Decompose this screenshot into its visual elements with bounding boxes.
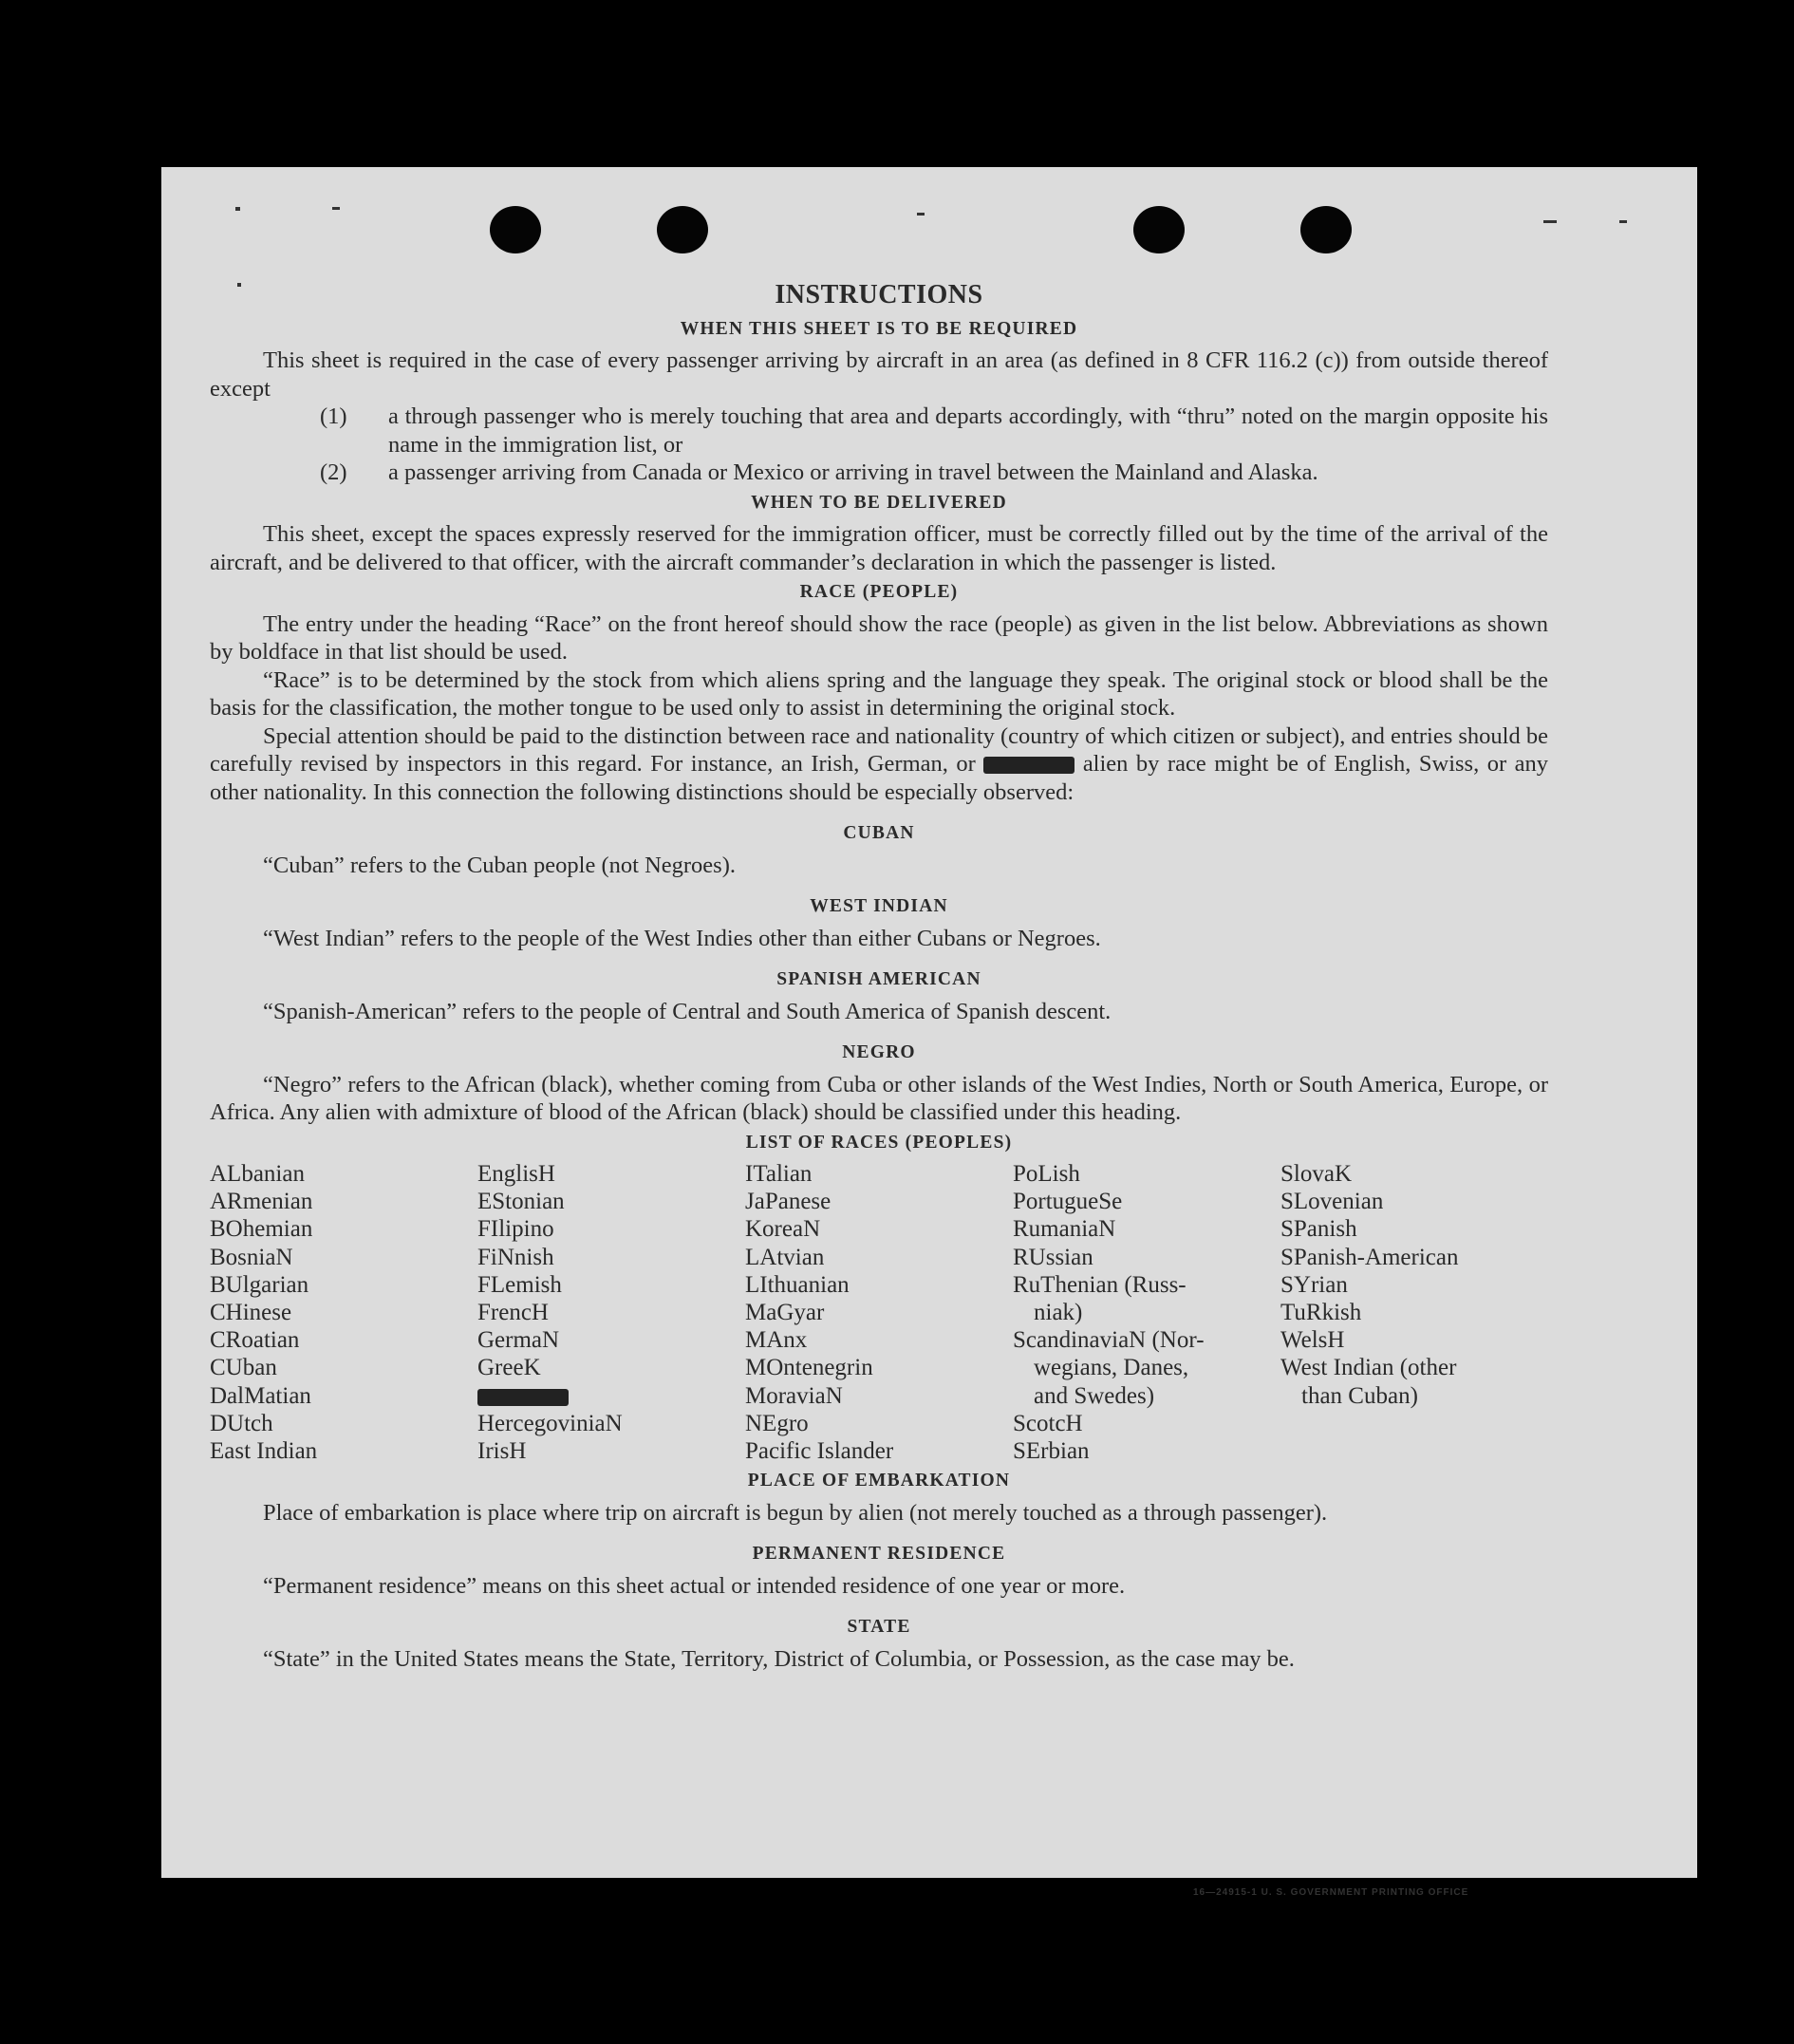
printing-office-footer: 16—24915-1 U. S. GOVERNMENT PRINTING OFFICE [1193,1887,1469,1898]
race-entry-continuation: niak) [1034,1300,1083,1326]
west-indian-text: “West Indian” refers to the people of the West Indies other than either Cubans or Negroes. [263,925,1101,951]
race-entry: ARmenian [210,1189,313,1215]
punch-hole [657,206,708,253]
required-intro: This sheet is required in the case of every passenger arriving by aircraft in an area (as defined in 8 CFR 116.2 (c)) from outside thereof except [210,347,1548,402]
punch-hole [1300,206,1352,253]
race-entry: BosniaN [210,1244,293,1270]
race-entry: WelsH [1280,1327,1345,1354]
race-entry: CUban [210,1355,277,1381]
cuban-text: “Cuban” refers to the Cuban people (not Negroes). [263,852,736,878]
exception-text: a through passenger who is merely touching that area and departs accordingly, with “thru” noted on the margin opposite his name in the immigration list, or [388,403,1548,458]
race-entry: West Indian (other [1280,1355,1457,1381]
speck [917,213,925,216]
speck [235,207,240,211]
race-entry: DUtch [210,1410,273,1436]
race-entry: CHinese [210,1300,292,1326]
race-entry: ITalian [745,1161,813,1187]
speck [332,207,340,210]
race-entry: JaPanese [745,1189,832,1215]
race-entry: MOntenegrin [745,1355,873,1381]
exception-item [210,403,1548,459]
race-entry: HercegoviniaN [477,1410,623,1436]
race-entry: FrencH [477,1300,549,1326]
race-entry: Pacific Islander [745,1438,894,1465]
race-entry: SPanish [1280,1216,1357,1243]
race-entry: PoLish [1013,1161,1080,1187]
race-entry: LAtvian [745,1244,825,1270]
negro-text: “Negro” refers to the African (black), whether coming from Cuba or other islands of the West Indies, North or South America, Europe, or Africa. Any alien with admixture of blood of the African (black) should be classified under this heading. [210,1071,1548,1125]
race-entry-continuation: than Cuban) [1301,1382,1418,1409]
race-entry: MoraviaN [745,1382,843,1409]
section-heading-embarkation: PLACE OF EMBARKATION [747,1471,1011,1491]
section-heading-residence: PERMANENT RESIDENCE [752,1544,1006,1565]
race-entry: TuRkish [1280,1300,1362,1326]
race-entry-continuation: wegians, Danes, [1034,1355,1189,1381]
races-column [745,1160,1013,1465]
speck [1619,220,1627,223]
race-paragraph-3-start: Special attention should be paid to the distinction between race and nationality (country of which citizen or subject), and entries should be carefully revised by inspectors in this regard. For instance, an Irish, German, or [210,722,1548,777]
redaction-mark [477,1389,569,1406]
race-entry: RumaniaN [1013,1216,1116,1243]
race-entry: ScotcH [1013,1410,1083,1436]
section-heading-state: STATE [847,1617,911,1638]
race-entry: BUlgarian [210,1271,309,1298]
punch-hole [490,206,541,253]
races-column [1280,1160,1548,1465]
race-entry: SYrian [1280,1271,1348,1298]
exception-number: (1) [320,403,347,429]
document-title: INSTRUCTIONS [775,280,983,309]
race-entry: LIthuanian [745,1271,850,1298]
race-paragraph-3 [210,722,1548,807]
race-entry: GreeK [477,1355,541,1381]
delivered-text: This sheet, except the spaces expressly reserved for the immigration officer, must be correctly filled out by the time of the arrival of the aircraft, and be delivered to that officer, with the aircraft commander’s declaration in which the passenger is listed. [210,521,1548,575]
section-heading-cuban: CUBAN [843,823,915,843]
section-heading-race: RACE (PEOPLE) [799,582,959,602]
spanish-american-text: “Spanish-American” refers to the people of Central and South America of Spanish descent. [263,998,1112,1024]
exception-text: a passenger arriving from Canada or Mexico or arriving in travel between the Mainland and Alaska. [388,459,1318,485]
race-paragraph-2: “Race” is to be determined by the stock from which aliens spring and the language they speak. The original stock or blood shall be the basis for the classification, the mother tongue to be used only to assist in determining the original stock. [210,666,1548,721]
race-entry: MAnx [745,1327,808,1354]
race-entry: NEgro [745,1410,809,1436]
race-entry: BOhemian [210,1216,313,1243]
exception-item [210,459,1548,487]
race-entry: FIlipino [477,1216,554,1243]
race-entry: PortugueSe [1013,1189,1123,1215]
redaction-mark [983,757,1075,774]
residence-text: “Permanent residence” means on this sheet actual or intended residence of one year or more. [263,1572,1126,1599]
race-paragraph-3-end: alien by race might be of English, Swiss, or any other nationality. In this connection the following distinctions should be especially observed: [210,751,1548,805]
race-entry: SErbian [1013,1438,1090,1465]
race-entry: RuThenian (Russ- [1013,1271,1187,1298]
state-text: “State” in the United States means the State, Territory, District of Columbia, or Possession, as the case may be. [263,1645,1295,1672]
race-entry-redacted [477,1382,745,1410]
race-entry: East Indian [210,1438,318,1465]
race-entry: CRoatian [210,1327,300,1354]
race-entry: EnglisH [477,1161,555,1187]
races-column [477,1160,745,1465]
exception-number: (2) [320,459,347,485]
race-entry: FLemish [477,1271,562,1298]
instructions-content [210,281,1548,1673]
speck [1543,220,1557,223]
race-entry: SPanish-American [1280,1244,1459,1270]
race-entry: SlovaK [1280,1161,1352,1187]
races-column [1013,1160,1280,1465]
embarkation-text: Place of embarkation is place where trip on aircraft is begun by alien (not merely touched as a through passenger). [263,1499,1328,1526]
section-heading-negro: NEGRO [842,1042,916,1062]
race-entry-continuation: and Swedes) [1034,1382,1155,1409]
punch-hole [1133,206,1185,253]
race-entry: SLovenian [1280,1189,1384,1215]
race-entry: MaGyar [745,1300,825,1326]
race-entry: IrisH [477,1438,527,1465]
races-list [210,1160,1548,1465]
races-column [210,1160,477,1465]
race-entry: ALbanian [210,1161,305,1187]
section-heading-spanish-american: SPANISH AMERICAN [776,969,981,989]
race-entry: GermaN [477,1327,560,1354]
section-heading-required: WHEN THIS SHEET IS TO BE REQUIRED [680,318,1078,339]
section-heading-west-indian: WEST INDIAN [810,896,948,916]
race-entry: EStonian [477,1189,565,1215]
race-entry: RUssian [1013,1244,1093,1270]
race-entry: KoreaN [745,1216,821,1243]
race-paragraph-1: The entry under the heading “Race” on the front hereof should show the race (people) as given in the list below. Abbreviations as shown by boldface in that list should be used. [210,610,1548,665]
race-entry: ScandinaviaN (Nor- [1013,1327,1205,1354]
race-entry: FiNnish [477,1244,554,1270]
section-heading-delivered: WHEN TO BE DELIVERED [751,492,1007,513]
race-entry: DalMatian [210,1382,311,1409]
section-heading-list-of-races: LIST OF RACES (PEOPLES) [745,1132,1013,1153]
